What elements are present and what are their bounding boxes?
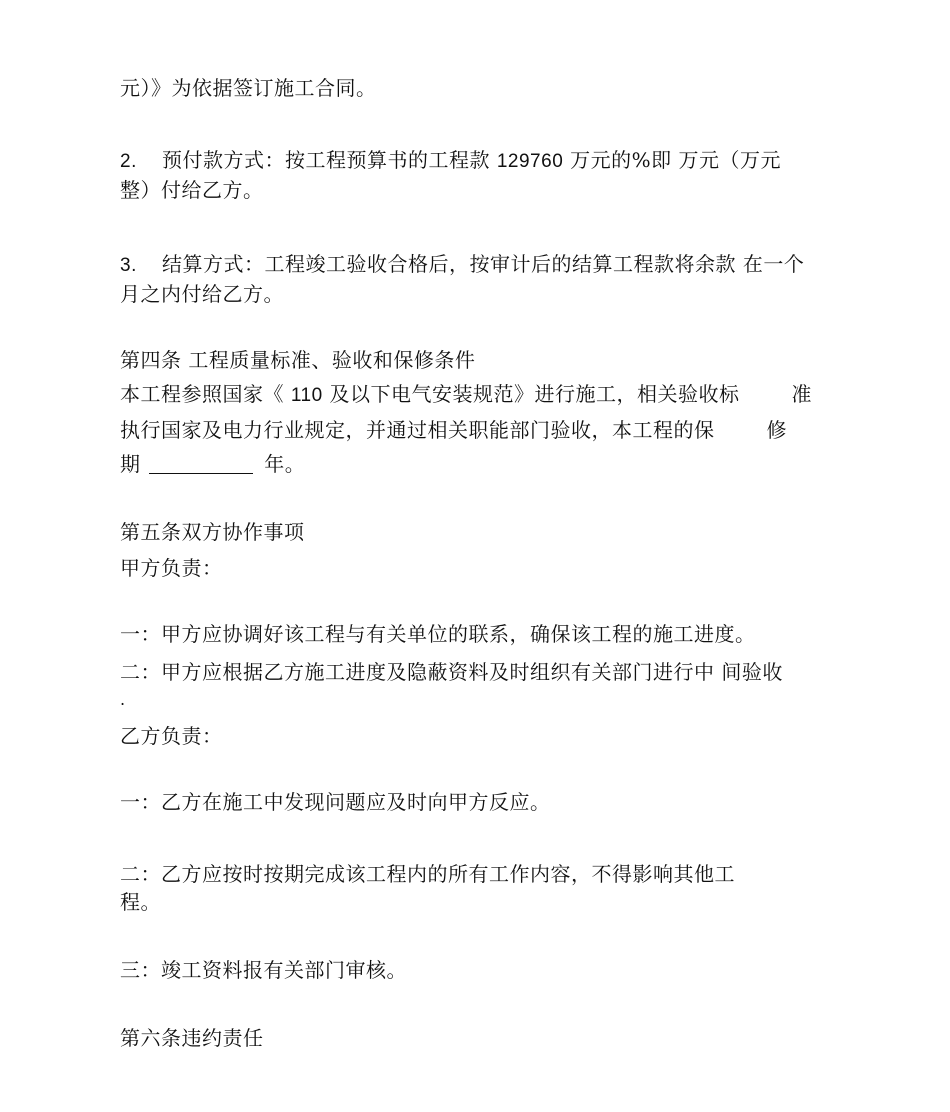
article-4-p2-a: 执行国家及电力行业规定，并通过相关职能部门验收，本工程的保: [120, 418, 715, 442]
text-contract-basis: 元）》为依据签订施工合同。: [120, 76, 377, 100]
party-b-heading-text: 乙方负责：: [120, 724, 223, 748]
party-a-duty-2-text: 二：甲方应根据乙方施工进度及隐蔽资料及时组织有关部门进行中 间验收: [120, 660, 783, 684]
party-b-duty-1-text: 一：乙方在施工中发现问题应及时向甲方反应。: [120, 790, 551, 814]
article-4-p2-b: 修: [766, 418, 787, 442]
article-4-p1-c: 准: [791, 382, 813, 406]
party-a-duty-1-text: 一：甲方应协调好该工程与有关单位的联系，确保该工程的施工进度。: [120, 622, 756, 646]
article-4-para-line-3: [120, 452, 305, 476]
line-contract-basis: [120, 76, 377, 100]
article-4-p1-num: 110: [290, 385, 323, 406]
party-a-heading-text: 甲方负责：: [120, 556, 223, 580]
party-b-duty-2: [120, 862, 735, 886]
item-2-number: 2.: [120, 151, 137, 172]
party-a-heading: [120, 556, 223, 580]
article-5-title: [120, 520, 305, 544]
article-5-title-text: 第五条双方协作事项: [120, 520, 305, 544]
item-2-text-b: 万元的%即 万元（万元: [570, 148, 781, 172]
party-b-duty-3: [120, 958, 407, 982]
item-2-cont-text: 整）付给乙方。: [120, 178, 264, 202]
party-b-duty-2-continuation: [120, 890, 161, 914]
party-a-duty-2-dot-text: .: [120, 690, 126, 709]
party-b-duty-3-text: 三：竣工资料报有关部门审核。: [120, 958, 407, 982]
article-4-p1-a: 本工程参照国家《: [120, 382, 284, 406]
item-3-settlement: [120, 252, 804, 278]
party-b-duty-2-text: 二：乙方应按时按期完成该工程内的所有工作内容，不得影响其他工: [120, 862, 735, 886]
article-6-title-text: 第六条违约责任: [120, 1026, 264, 1050]
article-4-p1-b: 及以下电气安装规范》进行施工，相关验收标: [329, 382, 740, 406]
item-3-cont-text: 月之内付给乙方。: [120, 282, 284, 306]
item-3-number: 3.: [120, 255, 137, 276]
article-4-title: [120, 348, 475, 372]
warranty-period-blank: [149, 453, 253, 474]
article-4-para-line-2: [120, 418, 787, 442]
party-b-duty-2-cont-text: 程。: [120, 890, 161, 914]
item-3-text: 结算方式：工程竣工验收合格后，按审计后的结算工程款将余款 在一个: [162, 252, 805, 276]
party-a-duty-2: [120, 660, 783, 684]
article-4-para-line-1: [120, 382, 812, 408]
party-b-heading: [120, 724, 223, 748]
party-a-duty-1: [120, 622, 756, 646]
item-3-continuation: [120, 282, 284, 306]
item-2-continuation: [120, 178, 264, 202]
article-6-title: [120, 1026, 264, 1050]
item-2-prepayment: [120, 148, 781, 174]
party-b-duty-1: [120, 790, 551, 814]
article-4-title-text: 第四条 工程质量标准、验收和保修条件: [120, 348, 476, 372]
article-4-p3-b: 年。: [264, 452, 306, 476]
item-2-amount: 129760: [496, 151, 564, 172]
article-4-p3-a: 期: [120, 452, 141, 476]
party-a-duty-2-dot: [120, 688, 126, 712]
item-2-text-a: 预付款方式：按工程预算书的工程款: [162, 148, 490, 172]
